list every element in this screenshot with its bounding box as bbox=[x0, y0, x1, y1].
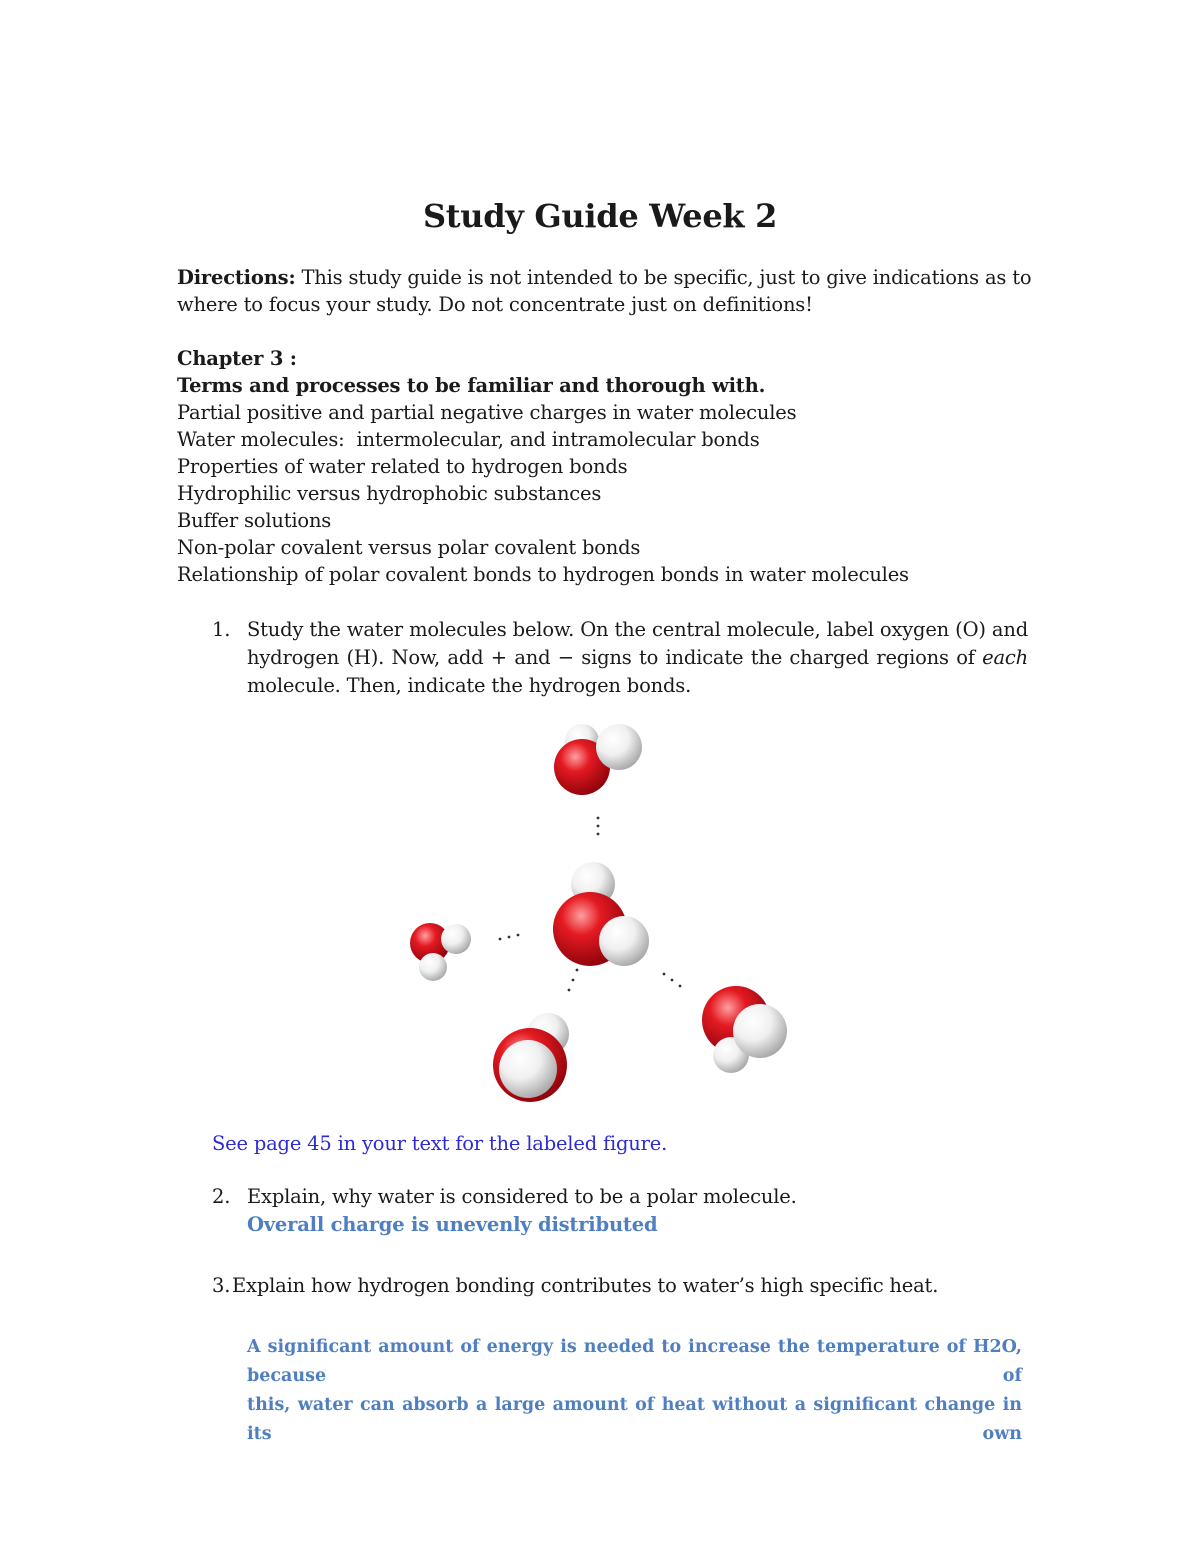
hydrogen-atom bbox=[733, 1004, 787, 1058]
question-3-number: 3. bbox=[212, 1274, 231, 1297]
directions-text-1: This study guide is not intended to be specific, just to give indications as to bbox=[295, 266, 1032, 289]
water-molecule-center bbox=[553, 862, 649, 966]
water-molecule-bottom bbox=[493, 1013, 569, 1102]
page-title: Study Guide Week 2 bbox=[422, 197, 778, 235]
question-1-text-part: Study the water molecules below. On the central molecule, label oxygen (O) and hydrogen (H). Now, add + and − signs to indicate the charged regions of bbox=[247, 618, 1028, 669]
water-molecule-left bbox=[410, 923, 471, 981]
directions-line-2: where to focus your study. Do not concentrate just on definitions! bbox=[177, 293, 813, 316]
question-1-text-part: molecule. Then, indicate the hydrogen bonds. bbox=[247, 674, 692, 697]
directions-line-1 bbox=[177, 264, 1031, 291]
hydrogen-atom bbox=[499, 1040, 557, 1098]
question-2-number: 2. bbox=[212, 1185, 231, 1208]
water-molecule-right bbox=[702, 986, 787, 1073]
topic-item: Non-polar covalent versus polar covalent bonds bbox=[177, 536, 641, 559]
question-3-text: Explain how hydrogen bonding contributes to water’s high specific heat. bbox=[232, 1274, 939, 1297]
directions-label: Directions: bbox=[177, 266, 296, 289]
chapter-heading: Chapter 3 : bbox=[177, 347, 297, 370]
water-molecule-top bbox=[554, 724, 642, 795]
water-molecules-figure bbox=[400, 712, 800, 1112]
topic-item: Relationship of polar covalent bonds to hydrogen bonds in water molecules bbox=[177, 563, 909, 586]
topic-item: Partial positive and partial negative charges in water molecules bbox=[177, 401, 797, 424]
chapter-subheading: Terms and processes to be familiar and thorough with. bbox=[177, 374, 766, 397]
question-1 bbox=[212, 616, 1028, 700]
hydrogen-atom bbox=[596, 724, 642, 770]
question-3-answer-line: this, water can absorb a large amount of heat without a significant change in its own bbox=[247, 1395, 1022, 1444]
hydrogen-atom bbox=[441, 924, 471, 954]
topic-item: Properties of water related to hydrogen bonds bbox=[177, 455, 628, 478]
question-3-answer-line: A significant amount of energy is needed to increase the temperature of H2O, because of bbox=[247, 1337, 1022, 1386]
hydrogen-atom bbox=[419, 953, 447, 981]
question-2-text: Explain, why water is considered to be a polar molecule. bbox=[247, 1185, 797, 1208]
question-1-emphasis: each bbox=[982, 646, 1028, 669]
question-2-answer: Overall charge is unevenly distributed bbox=[247, 1213, 658, 1236]
question-1-number: 1. bbox=[212, 618, 231, 641]
question-3-answer bbox=[247, 1333, 1022, 1449]
question-1-text bbox=[247, 616, 1028, 700]
figure-reference-note: See page 45 in your text for the labeled figure. bbox=[212, 1132, 668, 1155]
topic-item: Buffer solutions bbox=[177, 509, 332, 532]
topic-item: Hydrophilic versus hydrophobic substances bbox=[177, 482, 602, 505]
topic-item: Water molecules: intermolecular, and intramolecular bonds bbox=[177, 428, 760, 451]
hydrogen-atom bbox=[599, 916, 649, 966]
